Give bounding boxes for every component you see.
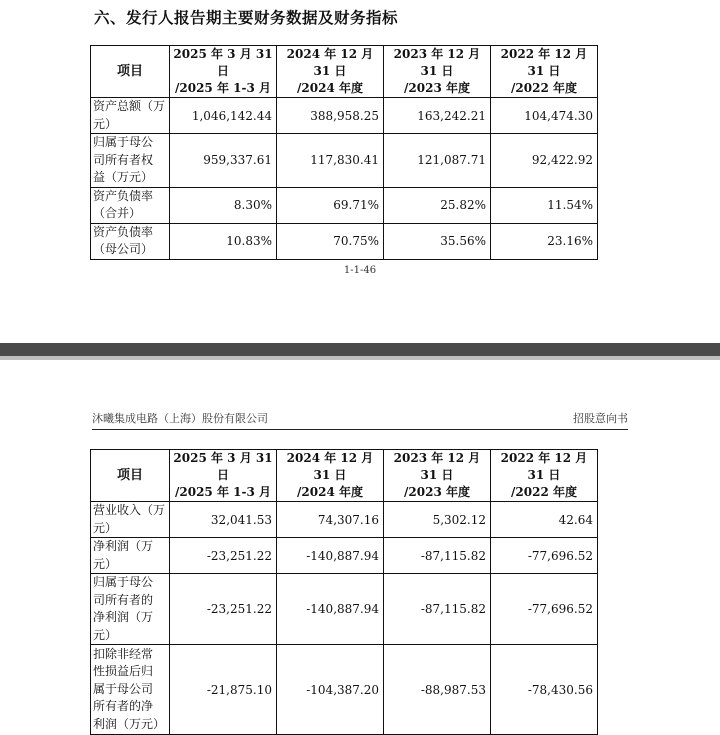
row-label: 资产负债率 （母公司）	[91, 223, 170, 259]
cell-value: 42.64	[491, 502, 598, 538]
cell-value: 70.75%	[277, 223, 384, 259]
period-header: 2024 年 12 月 31 日 /2024 年度	[277, 450, 384, 502]
row-label: 归属于母公 司所有者的 净利润（万 元）	[91, 574, 170, 645]
page-number: 1-1-46	[343, 265, 377, 276]
cell-value: -77,696.52	[491, 538, 598, 574]
cell-value: 104,474.30	[491, 98, 598, 134]
cell-value: 35.56%	[384, 223, 491, 259]
row-label: 归属于母公 司所有者权 益（万元）	[91, 134, 170, 188]
section-title: 六、发行人报告期主要财务数据及财务指标	[94, 9, 399, 27]
cell-value: -87,115.82	[384, 574, 491, 645]
cell-value: -87,115.82	[384, 538, 491, 574]
cell-value: 8.30%	[170, 187, 277, 223]
document-type: 招股意向书	[573, 412, 628, 425]
table-row	[91, 645, 598, 735]
cell-value: 25.82%	[384, 187, 491, 223]
cell-value: -21,875.10	[170, 645, 277, 735]
cell-value: -23,251.22	[170, 574, 277, 645]
table-row	[91, 187, 598, 223]
cell-value: 5,302.12	[384, 502, 491, 538]
cell-value: 69.71%	[277, 187, 384, 223]
table-row	[91, 98, 598, 134]
row-label: 扣除非经常 性损益后归 属于母公司 所有者的净 利润（万元）	[91, 645, 170, 735]
table-row	[91, 574, 598, 645]
company-name: 沐曦集成电路（上海）股份有限公司	[92, 412, 268, 425]
running-header	[92, 410, 628, 430]
table-row	[91, 502, 598, 538]
cell-value: -140,887.94	[277, 574, 384, 645]
cell-value: -88,987.53	[384, 645, 491, 735]
cell-value: -77,696.52	[491, 574, 598, 645]
cell-value: -140,887.94	[277, 538, 384, 574]
page-break-bar	[0, 343, 720, 356]
document-page-top	[0, 0, 720, 343]
period-header: 2022 年 12 月 31 日 /2022 年度	[491, 450, 598, 502]
row-label: 营业收入（万 元）	[91, 502, 170, 538]
cell-value: 388,958.25	[277, 98, 384, 134]
cell-value: 92,422.92	[491, 134, 598, 188]
item-header: 项目	[91, 450, 170, 502]
cell-value: 11.54%	[491, 187, 598, 223]
cell-value: 163,242.21	[384, 98, 491, 134]
cell-value: 1,046,142.44	[170, 98, 277, 134]
cell-value: -23,251.22	[170, 538, 277, 574]
row-label: 资产总额（万 元）	[91, 98, 170, 134]
cell-value: 10.83%	[170, 223, 277, 259]
table-row	[91, 223, 598, 259]
cell-value: 959,337.61	[170, 134, 277, 188]
table-header-row	[91, 450, 598, 502]
item-header: 项目	[91, 46, 170, 98]
cell-value: 23.16%	[491, 223, 598, 259]
cell-value: 32,041.53	[170, 502, 277, 538]
cell-value: -78,430.56	[491, 645, 598, 735]
cell-value: 121,087.71	[384, 134, 491, 188]
cell-value: -104,387.20	[277, 645, 384, 735]
table-row	[91, 134, 598, 188]
period-header: 2022 年 12 月 31 日 /2022 年度	[491, 46, 598, 98]
financial-table-balance	[90, 45, 598, 260]
table-header-row	[91, 46, 598, 98]
cell-value: 117,830.41	[277, 134, 384, 188]
period-header: 2024 年 12 月 31 日 /2024 年度	[277, 46, 384, 98]
financial-table-income	[90, 449, 598, 735]
table-row	[91, 538, 598, 574]
cell-value: 74,307.16	[277, 502, 384, 538]
period-header: 2023 年 12 月 31 日 /2023 年度	[384, 46, 491, 98]
period-header: 2025 年 3 月 31 日 /2025 年 1-3 月	[170, 450, 277, 502]
row-label: 资产负债率 （合并）	[91, 187, 170, 223]
period-header: 2025 年 3 月 31 日 /2025 年 1-3 月	[170, 46, 277, 98]
row-label: 净利润（万 元）	[91, 538, 170, 574]
period-header: 2023 年 12 月 31 日 /2023 年度	[384, 450, 491, 502]
